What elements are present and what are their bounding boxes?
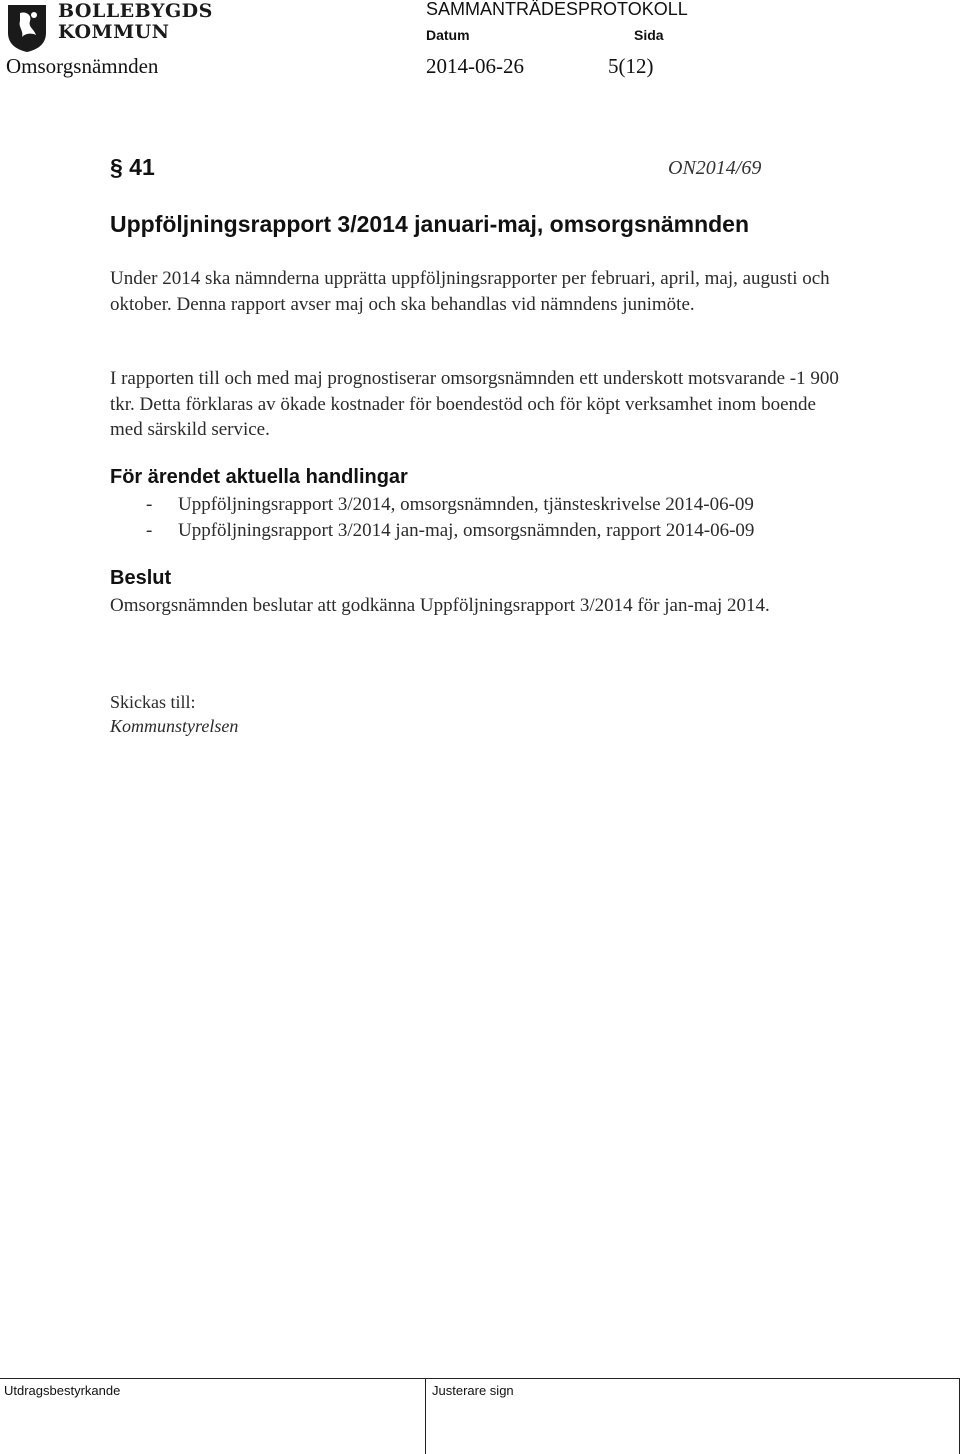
documents-heading: För ärendet aktuella handlingar bbox=[110, 466, 408, 488]
logo-line2: KOMMUN bbox=[58, 21, 170, 43]
distribution-recipient: Kommunstyrelsen bbox=[110, 716, 239, 736]
list-item bbox=[146, 518, 754, 544]
documents-list bbox=[146, 492, 754, 544]
certification-label: Utdragsbestyrkande bbox=[4, 1383, 121, 1398]
list-item bbox=[146, 492, 754, 518]
committee-name: Omsorgsnämnden bbox=[6, 54, 159, 78]
list-item-text: Uppföljningsrapport 3/2014 jan-maj, omsorgsnämnden, rapport 2014-06-09 bbox=[178, 520, 755, 541]
intro-text: Under 2014 ska nämnderna upprätta uppföljningsrapporter per februari, april, maj, augusti och oktober. Denna rapport avser maj och ska behandlas vid nämndens junimöte. bbox=[110, 268, 830, 315]
decision-paragraph bbox=[110, 593, 850, 619]
page-number: 5(12) bbox=[608, 54, 654, 78]
intro-paragraph bbox=[110, 266, 850, 317]
document-type: SAMMANTRÄDESPROTOKOLL bbox=[426, 0, 688, 19]
adjuster-signature-label: Justerare sign bbox=[432, 1383, 514, 1398]
decision-text: Omsorgsnämnden beslutar att godkänna Uppföljningsrapport 3/2014 för jan-maj 2014. bbox=[110, 595, 770, 616]
forecast-text: I rapporten till och med maj prognostiserar omsorgsnämnden ett underskott motsvarande -1 900 tkr. Detta förklaras av ökade kostnader för boendestöd och för köpt verksamhet inom boende med särskild service. bbox=[110, 368, 839, 440]
list-item-text: Uppföljningsrapport 3/2014, omsorgsnämnden, tjänsteskrivelse 2014-06-09 bbox=[178, 494, 754, 515]
municipality-wordmark bbox=[58, 1, 213, 43]
list-bullet: - bbox=[146, 494, 153, 515]
forecast-paragraph bbox=[110, 366, 850, 443]
item-title: Uppföljningsrapport 3/2014 januari-maj, omsorgsnämnden bbox=[110, 211, 750, 237]
distribution-block bbox=[110, 690, 238, 738]
logo-line1: BOLLEBYGDS bbox=[58, 0, 213, 22]
distribution-label: Skickas till: bbox=[110, 692, 196, 712]
municipality-crest-logo bbox=[6, 3, 48, 53]
decision-heading: Beslut bbox=[110, 567, 172, 589]
list-bullet: - bbox=[146, 520, 153, 541]
footer-divider bbox=[0, 1378, 960, 1379]
meeting-date: 2014-06-26 bbox=[426, 54, 524, 78]
page-label: Sida bbox=[634, 27, 664, 43]
case-reference: ON2014/69 bbox=[668, 157, 762, 179]
paragraph-number: § 41 bbox=[110, 154, 155, 180]
footer-column-divider bbox=[425, 1378, 426, 1454]
date-label: Datum bbox=[426, 27, 470, 43]
